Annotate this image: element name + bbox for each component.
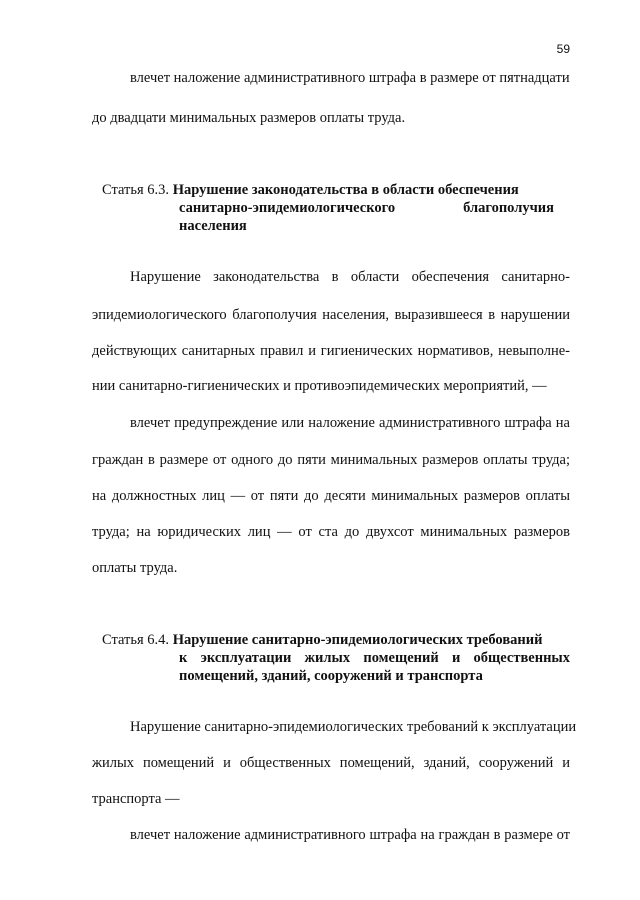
article-title-line: санитарно-эпидемиологического благополучия	[179, 200, 554, 216]
paragraph-line: Нарушение санитарно-эпидемиологических требований к эксплуатации	[130, 719, 577, 735]
paragraph-line: граждан в размере от одного до пяти минимальных размеров оплаты труда;	[92, 452, 570, 468]
paragraph-line: влечет предупреждение или наложение административного штрафа на	[130, 415, 570, 431]
article-title-line: к эксплуатации жилых помещений и общественных	[179, 650, 570, 666]
article-title-line: Нарушение законодательства в области обеспечения	[172, 182, 519, 198]
article-title-line: населения	[179, 218, 247, 234]
paragraph-line: на должностных лиц — от пяти до десяти минимальных размеров оплаты	[92, 488, 570, 504]
article-heading-6-4	[102, 631, 542, 649]
paragraph-line: Нарушение законодательства в области обеспечения санитарно-	[130, 269, 570, 285]
article-number: Статья 6.3.	[102, 182, 170, 198]
paragraph-line: влечет наложение административного штрафа на граждан в размере от	[130, 827, 570, 843]
paragraph-line: жилых помещений и общественных помещений, зданий, сооружений и	[92, 755, 570, 771]
article-heading-6-3	[102, 181, 519, 199]
page-number: 59	[556, 42, 570, 56]
article-number: Статья 6.4.	[102, 632, 170, 648]
article-title-line: помещений, зданий, сооружений и транспорта	[179, 668, 483, 684]
paragraph-line: эпидемиологического благополучия населения, выразившееся в нарушении	[92, 307, 570, 323]
paragraph-line: действующих санитарных правил и гигиенических нормативов, невыполне-	[92, 343, 570, 359]
paragraph-line: влечет наложение административного штрафа в размере от пятнадцати	[130, 70, 570, 86]
paragraph-line: нии санитарно-гигиенических и противоэпидемических мероприятий, —	[92, 378, 547, 394]
paragraph-line: до двадцати минимальных размеров оплаты труда.	[92, 110, 406, 126]
paragraph-line: труда; на юридических лиц — от ста до двухсот минимальных размеров	[92, 524, 570, 540]
paragraph-line: оплаты труда.	[92, 560, 178, 576]
article-title-line: Нарушение санитарно-эпидемиологических требований	[172, 632, 543, 648]
paragraph-line: транспорта —	[92, 791, 180, 807]
